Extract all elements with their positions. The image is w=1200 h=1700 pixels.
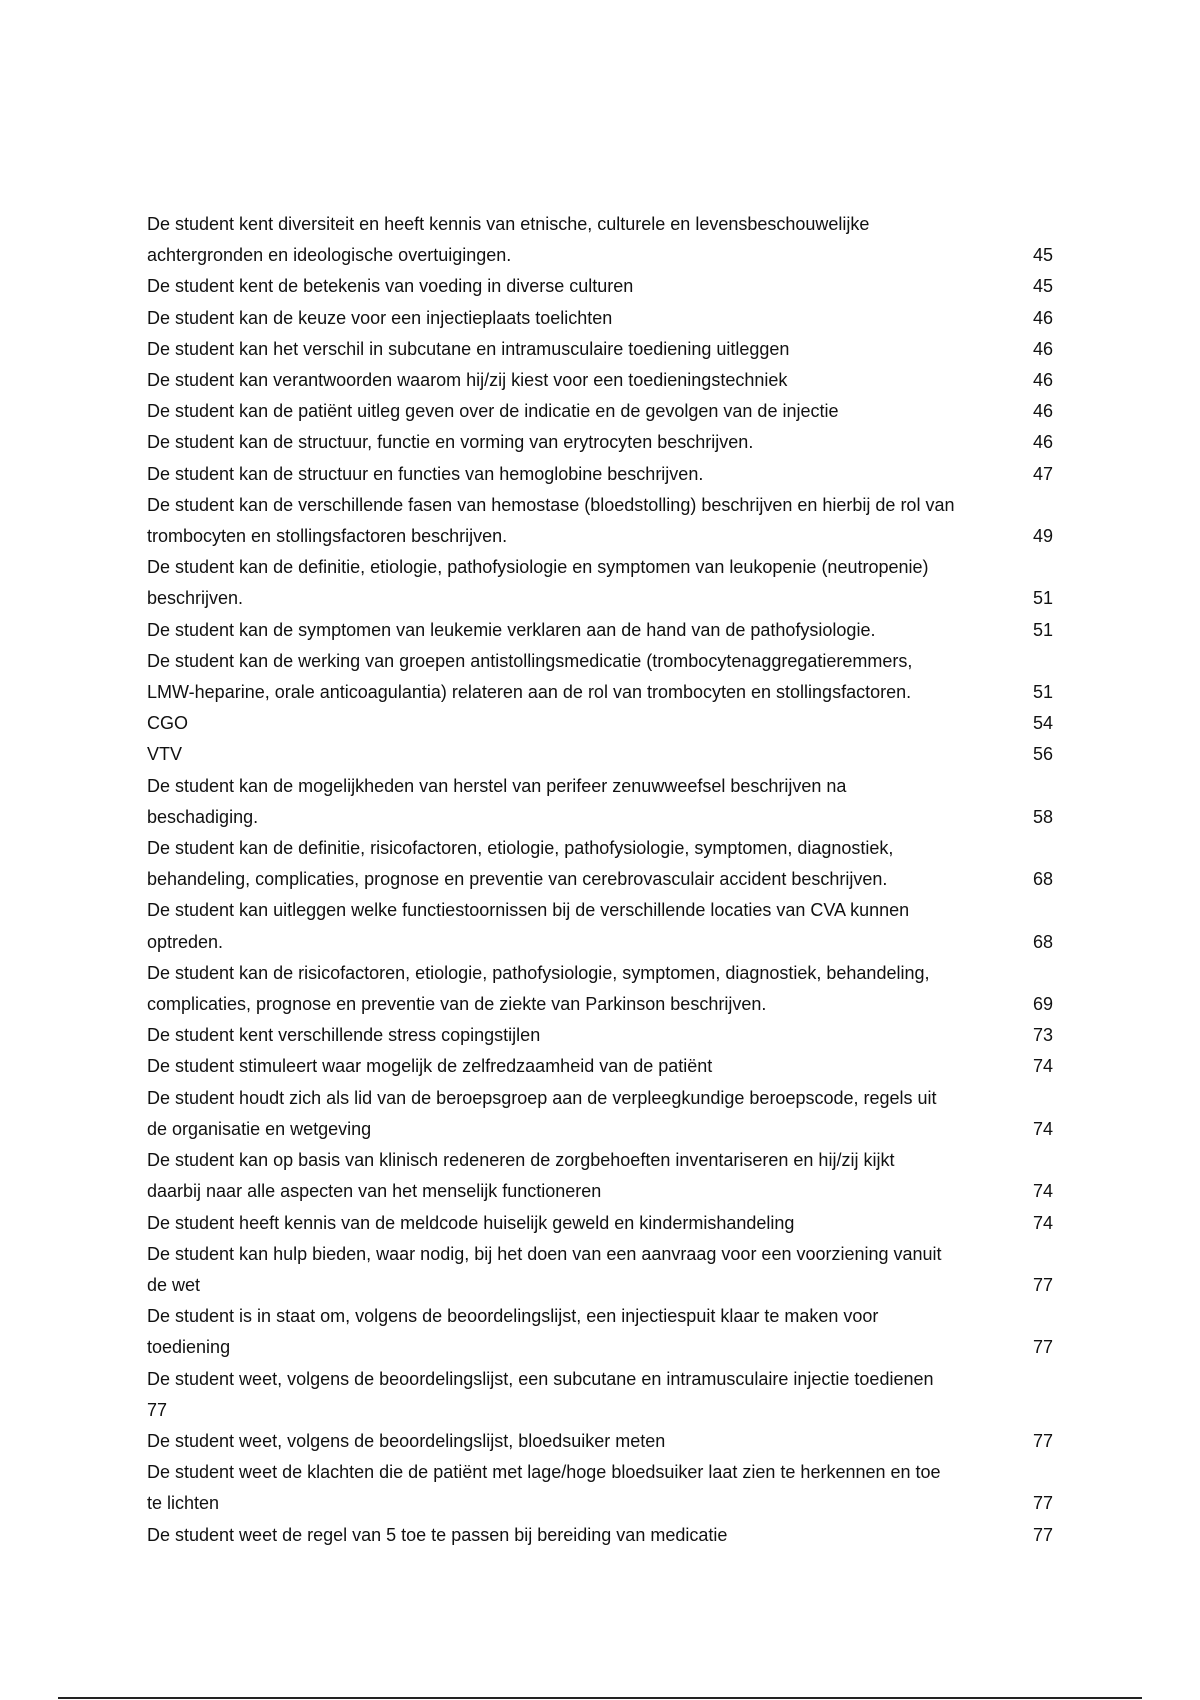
toc-entry-title: [147, 1145, 1033, 1207]
toc-entry-title: [147, 1208, 1033, 1239]
toc-entry[interactable]: [147, 490, 1053, 552]
toc-page-number: 54: [1032, 713, 1053, 734]
toc-entry-title-line: De student kan de definitie, risicofactoren, etiologie, pathofysiologie, symptomen, diagnostiek,: [147, 838, 894, 859]
toc-entry[interactable]: [147, 271, 1053, 302]
toc-entry-title-line: te lichten: [147, 1493, 220, 1514]
toc-entry-title-line: De student is in staat om, volgens de beoordelingslijst, een injectiespuit klaar te maken voor: [147, 1306, 879, 1327]
toc-entry-title: [147, 958, 1033, 1020]
toc-entry-title-line: De student kan het verschil in subcutane en intramusculaire toediening uitleggen: [147, 338, 790, 359]
toc-entry[interactable]: [147, 303, 1053, 334]
toc-entry-title-line: De student kent de betekenis van voeding in diverse culturen: [147, 276, 634, 297]
toc-entry-title-line: complicaties, prognose en preventie van de ziekte van Parkinson beschrijven.: [147, 994, 767, 1015]
toc-entry-title: [147, 209, 1033, 271]
toc-entry[interactable]: [147, 895, 1053, 957]
toc-entry-title: [147, 646, 1033, 708]
toc-page-number: 74: [1032, 1181, 1053, 1202]
toc-page-number: 46: [1032, 432, 1053, 453]
toc-entry[interactable]: [147, 552, 1053, 614]
toc-entry-title: [147, 1457, 1033, 1519]
toc-entry-title-line: De student kan de patiënt uitleg geven over de indicatie en de gevolgen van de injectie: [147, 401, 839, 422]
toc-entry[interactable]: [147, 739, 1053, 770]
toc-page-number: 74: [1032, 1212, 1053, 1233]
footer-divider: [58, 1697, 1142, 1699]
toc-entry[interactable]: [147, 396, 1053, 427]
toc-entry-title-line: De student kan hulp bieden, waar nodig, bij het doen van een aanvraag voor een voorziening vanuit: [147, 1243, 942, 1264]
toc-entry-title-line: de organisatie en wetgeving: [147, 1118, 372, 1139]
toc-page-number: 56: [1032, 744, 1053, 765]
toc-entry[interactable]: [147, 1051, 1053, 1082]
toc-entry-title-line: 77: [147, 1399, 168, 1420]
toc-page-number: 46: [1032, 307, 1053, 328]
toc-entry[interactable]: [147, 958, 1053, 1020]
toc-entry-title-line: De student weet de klachten die de patiënt met lage/hoge bloedsuiker laat zien te herkennen en toe: [147, 1462, 941, 1483]
toc-entry-title: [147, 1520, 1033, 1551]
toc-entry[interactable]: [147, 334, 1053, 365]
toc-entry-title-line: De student weet, volgens de beoordelingslijst, een subcutane en intramusculaire injectie toedienen: [147, 1368, 934, 1389]
toc-entry-title: [147, 552, 1033, 614]
toc-entry-title: [147, 459, 1033, 490]
toc-entry[interactable]: [147, 1020, 1053, 1051]
toc-entry-title: [147, 1051, 1033, 1082]
toc-page-number: 74: [1032, 1056, 1053, 1077]
toc-entry[interactable]: [147, 646, 1053, 708]
toc-entry-title: [147, 334, 1033, 365]
toc-entry-title-line: De student houdt zich als lid van de beroepsgroep aan de verpleegkundige beroepscode, regels uit: [147, 1087, 937, 1108]
toc-entry-title-line: VTV: [147, 744, 183, 765]
toc-entry-title: [147, 771, 1033, 833]
toc-entry-title-line: CGO: [147, 713, 189, 734]
toc-entry-title-line: toediening: [147, 1337, 231, 1358]
toc-entry[interactable]: [147, 1520, 1053, 1551]
toc-entry[interactable]: [147, 1426, 1053, 1457]
toc-entry[interactable]: [147, 833, 1053, 895]
toc-page-number: 46: [1032, 370, 1053, 391]
toc-entry-title-line: De student kan de werking van groepen antistollingsmedicatie (trombocytenaggregatieremmers,: [147, 650, 913, 671]
toc-entry[interactable]: [147, 1301, 1053, 1363]
toc-entry-title: [147, 615, 1033, 646]
toc-page-number: 45: [1032, 245, 1053, 266]
toc-entry-title: [147, 396, 1033, 427]
toc-entry-title-line: De student kent diversiteit en heeft kennis van etnische, culturele en levensbeschouwelijke: [147, 214, 870, 234]
toc-entry-title-line: De student heeft kennis van de meldcode huiselijk geweld en kindermishandeling: [147, 1212, 795, 1233]
toc-entry-title: [147, 895, 1033, 957]
toc-entry-title-line: behandeling, complicaties, prognose en preventie van cerebrovasculair accident beschrijven.: [147, 869, 888, 890]
toc-entry[interactable]: [147, 708, 1053, 739]
toc-entry-title: [147, 708, 1033, 739]
toc-entry-title-line: beschrijven.: [147, 588, 244, 609]
toc-entry-title-line: De student kan de definitie, etiologie, pathofysiologie en symptomen van leukopenie (neutropenie): [147, 557, 929, 578]
toc-page-number: 46: [1032, 338, 1053, 359]
toc-entry-title: [147, 1426, 1033, 1457]
toc-entry-title: [147, 1083, 1033, 1145]
toc-entry-title-line: De student stimuleert waar mogelijk de zelfredzaamheid van de patiënt: [147, 1056, 713, 1077]
toc-entry-title-line: daarbij naar alle aspecten van het menselijk functioneren: [147, 1181, 602, 1202]
toc-entry-title-line: De student kan op basis van klinisch redeneren de zorgbehoeften inventariseren en hij/zij kijkt: [147, 1150, 895, 1171]
toc-entry-title-line: De student kan de symptomen van leukemie verklaren aan de hand van de pathofysiologie.: [147, 619, 876, 640]
toc-entry[interactable]: [147, 1083, 1053, 1145]
toc-entry-title: [147, 271, 1033, 302]
toc-page-number: 51: [1032, 588, 1053, 609]
toc-entry[interactable]: [147, 459, 1053, 490]
toc-page-number: 58: [1032, 806, 1053, 827]
toc-entry-title: [147, 1020, 1033, 1051]
toc-entry[interactable]: [147, 771, 1053, 833]
toc-entry-title-line: De student kan de verschillende fasen van hemostase (bloedstolling) beschrijven en hierbij de rol van: [147, 494, 955, 515]
toc-page-number: 47: [1032, 463, 1053, 484]
toc-entry-title: [147, 303, 1033, 334]
toc-page-number: 77: [1032, 1493, 1053, 1514]
toc-entry-title: [147, 427, 1033, 458]
toc-entry-title-line: LMW-heparine, orale anticoagulantia) relateren aan de rol van trombocyten en stollingsfactoren.: [147, 682, 912, 703]
toc-entry[interactable]: [147, 1239, 1053, 1301]
toc-entry-title-line: optreden.: [147, 931, 224, 952]
toc-entry[interactable]: [147, 1208, 1053, 1239]
toc-entry-title-line: achtergronden en ideologische overtuigingen.: [147, 245, 512, 266]
toc-page-number: 77: [1032, 1337, 1053, 1358]
toc-entry-title: [147, 1301, 1033, 1363]
toc-entry-title: [147, 1239, 1033, 1301]
toc-entry-title-line: De student kan de risicofactoren, etiologie, pathofysiologie, symptomen, diagnostiek, behandeling,: [147, 962, 930, 983]
toc-page-number: 74: [1032, 1118, 1053, 1139]
toc-page-number: 77: [1032, 1274, 1053, 1295]
toc-entry-title-line: De student kan verantwoorden waarom hij/zij kiest voor een toedieningstechniek: [147, 370, 788, 391]
toc-entry[interactable]: [147, 1145, 1053, 1207]
table-of-contents: [147, 209, 1053, 1551]
toc-entry-title-line: de wet: [147, 1274, 201, 1295]
toc-entry-title-line: De student weet de regel van 5 toe te passen bij bereiding van medicatie: [147, 1524, 728, 1545]
toc-entry-title: [147, 365, 1033, 396]
toc-entry-title-line: De student kan de structuur en functies van hemoglobine beschrijven.: [147, 463, 704, 484]
toc-page-number: 68: [1032, 869, 1053, 890]
toc-page-number: 49: [1032, 526, 1053, 547]
toc-entry-title: [147, 1364, 1041, 1426]
toc-entry[interactable]: [147, 1364, 1053, 1426]
toc-entry-title: [147, 739, 1033, 770]
toc-page-number: 77: [1032, 1430, 1053, 1451]
toc-entry-title-line: De student kan de keuze voor een injectieplaats toelichten: [147, 307, 613, 328]
toc-entry[interactable]: [147, 615, 1053, 646]
toc-page-number: 68: [1032, 931, 1053, 952]
toc-entry-title-line: trombocyten en stollingsfactoren beschrijven.: [147, 526, 508, 547]
toc-entry[interactable]: [147, 1457, 1053, 1519]
toc-entry[interactable]: [147, 365, 1053, 396]
toc-entry-title: [147, 490, 1033, 552]
toc-entry-title-line: beschadiging.: [147, 806, 259, 827]
toc-entry[interactable]: [147, 427, 1053, 458]
toc-entry[interactable]: [147, 209, 1053, 271]
toc-page-number: 46: [1032, 401, 1053, 422]
toc-page-number: 45: [1032, 276, 1053, 297]
toc-entry-title: [147, 833, 1033, 895]
toc-page-number: 51: [1032, 682, 1053, 703]
toc-entry-title-line: De student kan de mogelijkheden van herstel van perifeer zenuwweefsel beschrijven na: [147, 775, 847, 796]
toc-page-number: 77: [1032, 1524, 1053, 1545]
toc-entry-title-line: De student kan de structuur, functie en vorming van erytrocyten beschrijven.: [147, 432, 754, 453]
toc-entry-title-line: De student kent verschillende stress copingstijlen: [147, 1025, 541, 1046]
toc-page-number: 69: [1032, 994, 1053, 1015]
toc-entry-title-line: De student kan uitleggen welke functiestoornissen bij de verschillende locaties van CVA kunnen: [147, 900, 910, 921]
toc-entry-title-line: De student weet, volgens de beoordelingslijst, bloedsuiker meten: [147, 1430, 666, 1451]
toc-page-number: 73: [1032, 1025, 1053, 1046]
toc-page-number: 51: [1032, 619, 1053, 640]
